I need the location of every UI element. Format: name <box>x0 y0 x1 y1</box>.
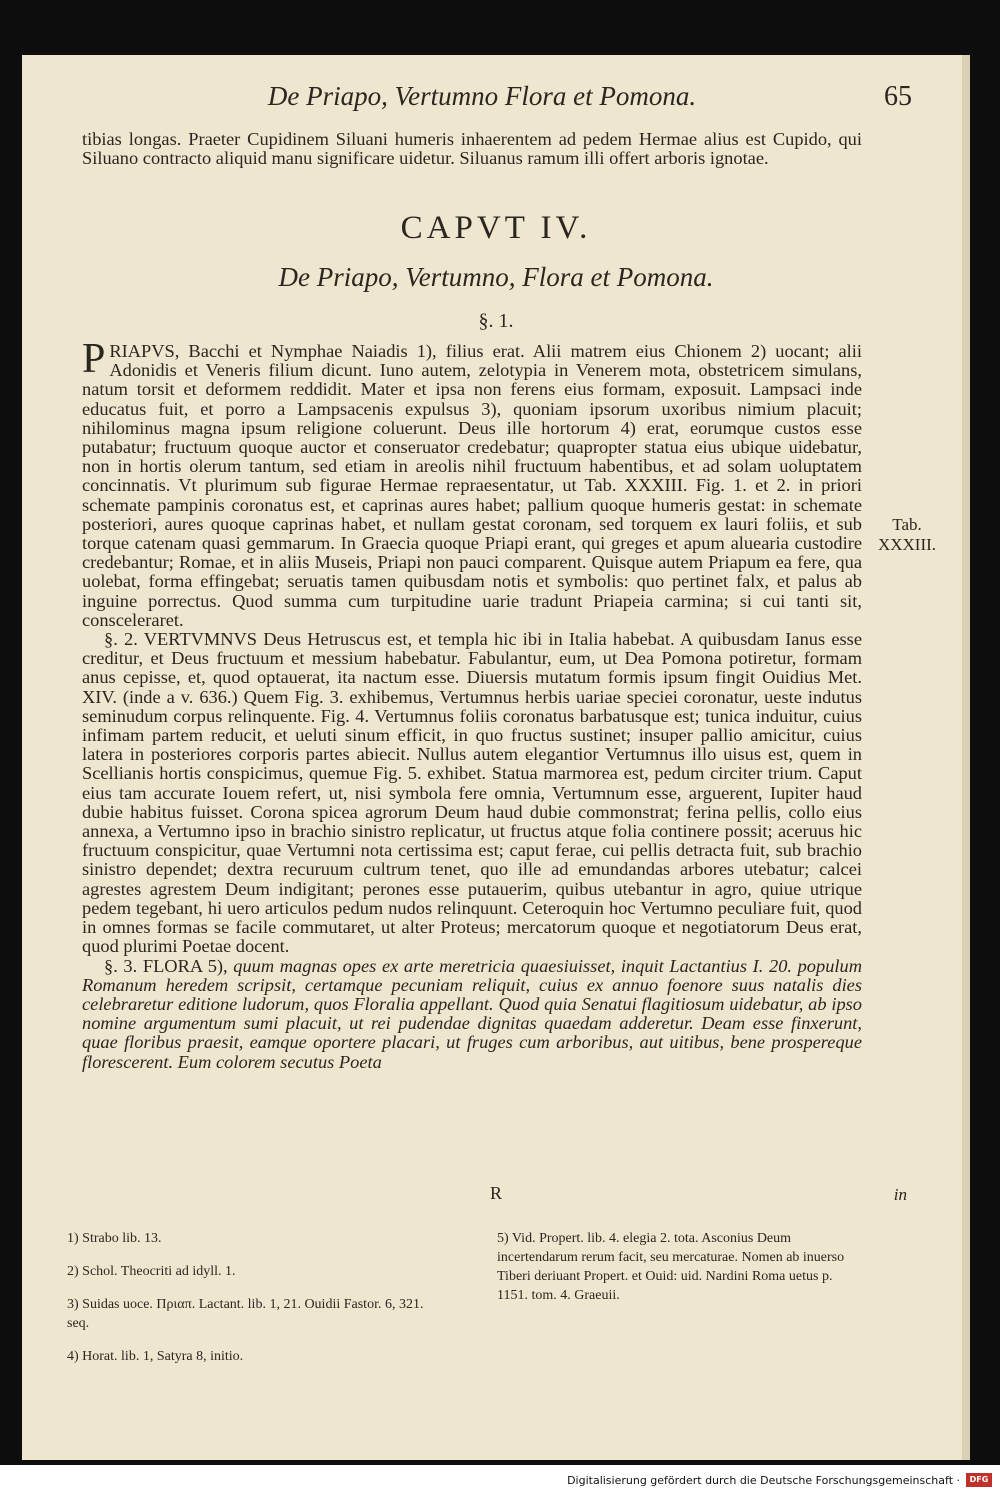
footnotes-right-column <box>497 1215 862 1319</box>
section-mark: §. 1. <box>478 310 514 332</box>
margin-note-line-2: XXXIII. <box>877 535 937 554</box>
footnote-4: 4) Horat. lib. 1, Satyra 8, initio. <box>67 1349 244 1364</box>
footer-credit: Digitalisierung gefördert durch die Deutsche Forschungsgemeinschaft · <box>567 1474 960 1487</box>
paragraph-priapus <box>82 336 862 630</box>
footnote-3: 3) Suidas uoce. Πριαπ. Lactant. lib. 1, 21. Ouidii Fastor. 6, 321. seq. <box>67 1297 424 1331</box>
footnotes-left-column <box>67 1215 447 1380</box>
digitization-footer <box>0 1465 1000 1497</box>
catchword: in <box>893 1185 907 1204</box>
footnote-2: 2) Schol. Theocriti ad idyll. 1. <box>67 1264 236 1279</box>
margin-note <box>864 515 950 555</box>
paragraph-flora <box>82 957 862 1072</box>
paragraph-flora-lead: §. 3. FLORA 5), <box>104 955 228 976</box>
footnote-5: 5) Vid. Propert. lib. 4. elegia 2. tota. Asconius Deum incertendarum rerum facit, seu mercaturae. Nomen ab inuerso Tiberi deriuant Propert. et Ouid: uid. Nardini Roma uetus p. 1151. tom. 4. Graeuii. <box>497 1231 845 1303</box>
chapter-body <box>82 336 862 1072</box>
book-page <box>22 55 970 1460</box>
running-head: De Priapo, Vertumno Flora et Pomona. <box>267 81 697 111</box>
dfg-logo-icon: DFG <box>966 1473 992 1487</box>
margin-note-line-1: Tab. <box>892 515 922 534</box>
paragraph-vertumnus: §. 2. VERTVMNVS Deus Hetruscus est, et templa hic ibi in Italia habebat. A quibusdam Ianus esse creditur, et Deus fructuum et messium habebatur. Fabulantur, eum, ut Dea Pomona potiretur, formam anus cepisse, et, quod optauerat, ita nactum esse. Diuersis mutatum formis ipsum fingit Ouidius Met. XIV. (inde a v. 636.) Quem Fig. 3. exhibemus, Vertumnus herbis uariae speciei coronatur, ueste indutus seminudum corpus relinquente. Fig. 4. Vertumnus foliis coronatus barbatusque est; tunica induitur, cuius infimam partem reducit, et ueluti sinum efficit, in quo fructus sustinet; insuper pallio amicitur, cuius latera in posteriores corporis partes abiecit. Nullus autem elegantior Vertumnus illo uisus est, quem in Scellianis hortis conspicimus, quemue Fig. 5. exhibet. Statua marmorea est, pedum circiter trium. Caput eius tam accurate Iouem refert, ut, nisi symbola fere omnia, Vertumnum esse, arguerent, Iupiter haud dubie habitus fuisset. Corona spicea agrorum Deum haud dubie commonstrat; ferina pellis, collo eius annexa, a Vertumno ipso in brachio sinistro replicatur, ut fructus atque folia continere possit; aceruus hic fructuum conspicitur, quae Vertumni nota certissima est; caput ferae, cui pellis detracta fuit, sub brachio sinistro dependet; dextra recuruum cultrum tenet, quo ille ad emundandas arbores utebatur; calcei agrestes agrestem Deum indigitant; perones esse putauerim, quibus utebantur in agro, quiue utrique pedem tegebant, hi uero articulos pedum nudos relinquunt. Ceteroquin hoc Vertumno peculiare fuit, quod in omnes formas se facile commutaret, ut alter Proteus; mercatorum quoque et negotiatorum Deus erat, quod plurimi Poetae docent. <box>82 629 862 957</box>
chapter-subtitle: De Priapo, Vertumno, Flora et Pomona. <box>278 262 714 292</box>
signature-mark: R <box>489 1183 502 1203</box>
chapter-title: CAPVT IV. <box>400 210 592 246</box>
paragraph-priapus-text: RIAPVS, Bacchi et Nymphae Naiadis 1), filius erat. Alii matrem eius Chionem 2) uocant; alii Adonidis et Veneris filium dicunt. Iuno autem, zelotypia in Venerem mota, obstetricem simulans, natum torsit et deformem reddidit. Mater et ipsa non ferens eius formam, exposuit. Lampsaci inde educatus fuit, et porro a Lampsacenis expulsus 3), quoniam ipsorum uxoribus nimium placuit; nihilominus magna ipsum religione coluerunt. Deus ille hortorum 4) erat, eorumque custos esse putabatur; fructuum quoque auctor et conseruator credebatur; quapropter statua eius ubique uidebatur, non in hortis olerum tantum, sed etiam in areolis nihil fructuum habentibus, et ad solam uoluptatem concinnatis. Vt plurimum sub figurae Hermae repraesentatur, ut Tab. XXXIII. Fig. 1. et 2. in priori schemate pampinis coronatus est, et caprinas aures habet; pallium quoque humeris gestat: in schemate posteriori, aures quoque caprinas habet, et nullam gestat coronam, sed torquem ex lauri foliis, et sub torque catenam quasi gemmarum. In Graecia quoque Priapi erant, qui greges et apum aluearia custodire credebantur; Romae, et in aliis Museis, Priapi non pauci comparent. Quisque autem Priapum ea fere, qua uolebat, forma effingebat; seruatis tamen quibusdam notis et symbolis: quo pertinet falx, et palus ab inguine porrectus. Quod summa cum turpitudine uarie tradunt Priapeia carmina; si cui tanti sit, consceleraret. <box>82 341 862 630</box>
paragraph-flora-quote: quum magnas opes ex arte meretricia quaesiuisset, inquit Lactantius I. 20. populum Romanum heredem scripsit, certamque pecuniam reliquit, cuius ex annuo foenore suus natalis dies celebraretur editione ludorum, quos Floralia appellant. Quod quia Senatui flagitiosum uidebatur, ab ipso nomine argumentum sumi placuit, ut rei pudendae dignitas quaedam adderetur. Deam esse finxerunt, quae floribus praesit, eamque oportere placari, ut fruges cum arboribus, aut uitibus, bene prospereque florescerent. Eum colorem secutus Poeta <box>82 955 862 1072</box>
page-number: 65 <box>884 81 912 112</box>
continuation-text: tibias longas. Praeter Cupidinem Siluani humeris inhaerentem ad pedem Hermae alius est Cupido, qui Siluano contracto aliquid manu significare uidetur. Siluanus ramum illi offert arboris ignotae. <box>82 129 862 169</box>
footnote-1: 1) Strabo lib. 13. <box>67 1231 162 1246</box>
continuation-paragraph <box>82 130 862 168</box>
drop-cap: P <box>82 336 106 382</box>
